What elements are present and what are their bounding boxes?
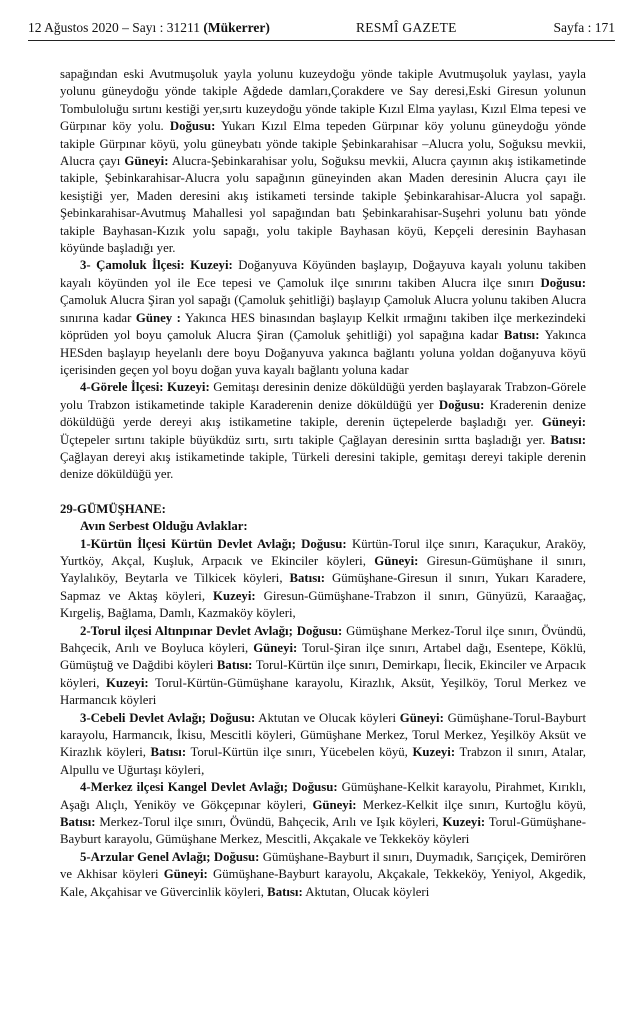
bold-label: Batısı: [267, 884, 303, 899]
paragraph-text: Torul-Gümüşhane-Bayburt karayolu, Gümüşhane Merkez, Mescitli, Akçakale ve Tekkeköy köyleri [60, 815, 586, 847]
paragraph-text: Gümüşhane-Bayburt karayolu, Akçakale, Tekkeköy, Yeniyol, Akgedik, Kale, Akçahisar ve Güvercinlik köyleri, [60, 867, 586, 899]
bold-label: Kuzeyi: [213, 588, 256, 603]
bold-label: Güneyi: [312, 797, 357, 812]
bold-label: Doğusu: [540, 275, 586, 290]
paragraph-text: Üçtepeler sırtını takiple büyükdüz sırtı, sırtı takiple Çağlayan deresinin sırtta başladığı yer. [60, 432, 551, 447]
paragraph [60, 501, 586, 518]
issue-info [28, 20, 270, 36]
paragraph-text: Merkez-Torul ilçe sınırı, Övündü, Bahçecik, Arılı ve Işık köyleri, [95, 815, 443, 830]
bold-label: 2-Torul ilçesi Altınpınar Devlet Avlağı; Doğusu: [80, 623, 343, 638]
header-divider [28, 40, 615, 41]
paragraph-text: Yukarı Kızıl Elma tepeden Gürpınar köy yolunu güneydoğu yönde takiple Gürpınar köyü, yolu güneybatı yönde takiple Şebinkarahisar –Alucra yolu, Soğuksu mevkii, Alucra çayı [60, 119, 586, 169]
paragraph [60, 257, 586, 379]
paragraph-text: Çamoluk Alucra Şiran yol sapağı (Çamoluk şehitliği) başlayıp Çamoluk Alucra yolunu takiben Alucra sınırına kadar [60, 293, 586, 325]
paragraph-text: Gümüşhane-Bayburt il sınırı, Duymadık, Sarıçiçek, Demirören ve Akhisar köyleri [60, 849, 586, 882]
paragraph-text: Kraderenin denize döküldüğü yerde dereyi akış istikametine takiple, derenin üçtepelerde başladığı yer. [60, 397, 586, 430]
paragraph-text: Yakınca HESden başlayıp heyelanlı dere boyu Doğanyuva yakınca bağlantı yoluna yoldan doğanyuva köyü içerisinden geçen yol boyu doğan yuva kayalı bağlantı yoluna kadar [60, 328, 587, 377]
paragraph-text: Gümüşhane-Torul-Bayburt karayolu, Harmancık, İkisu, Mescitli köyleri, Gümüşhane Merkez, Torul Merkez, Yeşilköy Aksüt ve Kirazlık köyleri, [60, 710, 587, 760]
bold-label: Kuzeyi: [412, 745, 456, 760]
paragraph-text: Torul-Kürtün-Gümüşhane karayolu, Kirazlık, Aksüt, Yeşilköy, Torul Merkez ve Harmancık köyleri [60, 675, 586, 708]
bold-label: Güneyi: [124, 154, 169, 169]
paragraph-text: Torul-Şiran ilçe sınırı, Artabel dağı, Esentepe, Köklü, Gümüştuğ ve Dağdibi köyleri [60, 641, 586, 673]
paragraph-text: Kürtün-Torul ilçe sınırı, Karaçukur, Araköy, Yurtköy, Akçal, Kuşluk, Arpacık ve Ekinciler köyleri, [60, 536, 586, 568]
bold-label: Batısı: [216, 658, 253, 673]
paragraph [60, 710, 586, 780]
paragraph [60, 518, 586, 535]
paragraph-text: Aktutan, Olucak köyleri [302, 884, 430, 899]
paragraph-text: Alucra-Şebinkarahisar yolu, Soğuksu mevkii, Alucra çayının akış istikametinde takiple, Şebinkarahisar-Alucra yolu sapağının güneyinden akan Maden deresinin Alucra çayı ile kesiştiği yer, Maden deresini akış istikameti tersinde takiple Şebinkarahisar-Alucra yol sapağı. Şebinkarahisar-Avutmuş Mahallesi yol sapağından batı Şebinkarahisar-Suşehri yolunu batı yönde takiple Bayhasan-Kızık yolu sapağı, yolu takiple Bayhasan köyü, Kepçeli deresinin Bayhasan köyünde başladığı yer. [60, 154, 587, 256]
paragraph-text: Aktutan ve Olucak köyleri [255, 710, 400, 725]
newspaper-name: RESMÎ GAZETE [356, 20, 457, 35]
paragraph-text: Çağlayan dereyi akış istikametinde takiple, Türkeli deresini takiple, gemitaşı dereyi takiple derenin denize döküldüğü yer. [60, 449, 586, 482]
paragraph-text: Gemitaşı deresinin denize döküldüğü yerden başlayarak Trabzon-Görele yolu Trabzon istikametinde takiple Karaderenin denize döküldüğü yer [60, 380, 586, 412]
paragraph-text: Gümüşhane-Giresun il sınırı, Yukarı Karadere, Sapmaz ve Aktaş köyleri, [60, 571, 586, 603]
bold-label: Batısı: [550, 432, 586, 447]
bold-label: Güneyi: [163, 867, 208, 882]
paragraph [60, 623, 586, 710]
paragraph-text: Gümüşhane-Kelkit karayolu, Pirahmet, Kırıklı, Aşağı Alıçlı, Yeniköy ve Gökçepınar köyleri, [60, 780, 586, 812]
paragraph [60, 849, 586, 901]
paragraph-text: Yakınca HES binasından başlayıp Kelkit ırmağını takiben ilçe merkezindeki köprüden yol boyu çamoluk Alucra Şiran (Çamoluk şehitliği) yol sapağına kadar [60, 310, 586, 343]
paragraph-text: Torul-Kürtün ilçe sınırı, Yücebelen köyü, [186, 745, 413, 760]
paragraph [60, 66, 586, 257]
issue-date-number: 12 Ağustos 2020 – Sayı : 31211 [28, 20, 201, 35]
paragraph [60, 779, 586, 849]
paragraph [60, 536, 586, 623]
page-number: Sayfa : 171 [553, 20, 615, 35]
paragraph-text: Giresun-Gümüşhane il sınırı, Yaylalıköy, Beytarla ve Tilkicek köyleri, [60, 553, 586, 586]
bold-label: 3- Çamoluk İlçesi: Kuzeyi: [80, 258, 233, 273]
bold-label: Güneyi: [541, 415, 586, 430]
bold-label: Batısı: [150, 745, 187, 760]
bold-label: Güneyi: [374, 553, 419, 568]
bold-label: Doğusu: [438, 397, 485, 412]
bold-label: 4-Görele İlçesi: Kuzeyi: [80, 380, 210, 395]
paragraph-text: Giresun-Gümüşhane-Trabzon il sınırı, Günyüzü, Karaağaç, Kırgeliş, Bağlama, Damlı, Kazmaköy köyleri, [60, 588, 586, 621]
paragraph-text: Doğanyuva Köyünden başlayıp, Doğayuva kayalı yolunu takiben kayalı köyünden yol ile Ece tepesi ve Çamoluk ilçe sınırını takiben Alucra ilçe sınırı [60, 258, 586, 290]
bold-label: 5-Arzular Genel Avlağı; Doğusu: [80, 849, 260, 864]
bold-label: Güney : [135, 310, 181, 325]
bold-label: Batısı: [503, 328, 540, 343]
bold-label: Doğusu: [169, 119, 216, 134]
bold-label: 4-Merkez ilçesi Kangel Devlet Avlağı; Doğusu: [80, 780, 338, 795]
paragraph-text: Gümüşhane Merkez-Torul ilçe sınırı, Övündü, Bahçecik, Arılı ve Boyluca köyleri, [60, 623, 586, 655]
paragraph-text: Trabzon il sınırı, Atalar, Alpullu ve Uğurtaşı köyleri, [60, 745, 586, 777]
bold-label: Güneyi: [253, 641, 298, 655]
paragraph-text: Merkez-Kelkit ilçe sınırı, Kurtoğlu köyü, [356, 797, 586, 812]
repeat-label: (Mükerrer) [203, 20, 270, 35]
section-spacer [60, 484, 586, 501]
bold-label: 3-Cebeli Devlet Avlağı; Doğusu: [80, 710, 256, 725]
bold-label: Kuzeyi: [106, 675, 149, 690]
document-body [60, 66, 586, 901]
paragraph-text: sapağından eski Avutmuşoluk yayla yolunu kuzeydoğu yönde takiple Avutmuşoluk yaylası, yayla yolunu güneydoğu yönde takiple Ağdede damları,Çorakdere ve Say deresi,Eski Giresun yolunun Tombuloluğu sırtını kestiği yer,sırtı kuzeydoğu yönde takiple Kızıl Elma yaylası, Kızıl Elma tepesi ve Gürpınar köy yolu. [60, 67, 586, 134]
bold-label: 1-Kürtün İlçesi Kürtün Devlet Avlağı; Doğusu: [80, 536, 347, 551]
bold-label: Güneyi: [399, 710, 444, 725]
page-header [28, 20, 615, 40]
paragraph [60, 379, 586, 483]
bold-label: Avın Serbest Olduğu Avlaklar: [80, 519, 248, 534]
bold-label: Batısı: [60, 815, 96, 830]
bold-label: Kuzeyi: [442, 815, 486, 830]
bold-label: Batısı: [289, 571, 326, 586]
paragraph-text: Torul-Kürtün ilçe sınırı, Demirkapı, İlecik, Ekinciler ve Arpacık köyleri, [60, 658, 586, 690]
bold-label: 29-GÜMÜŞHANE: [60, 501, 166, 516]
